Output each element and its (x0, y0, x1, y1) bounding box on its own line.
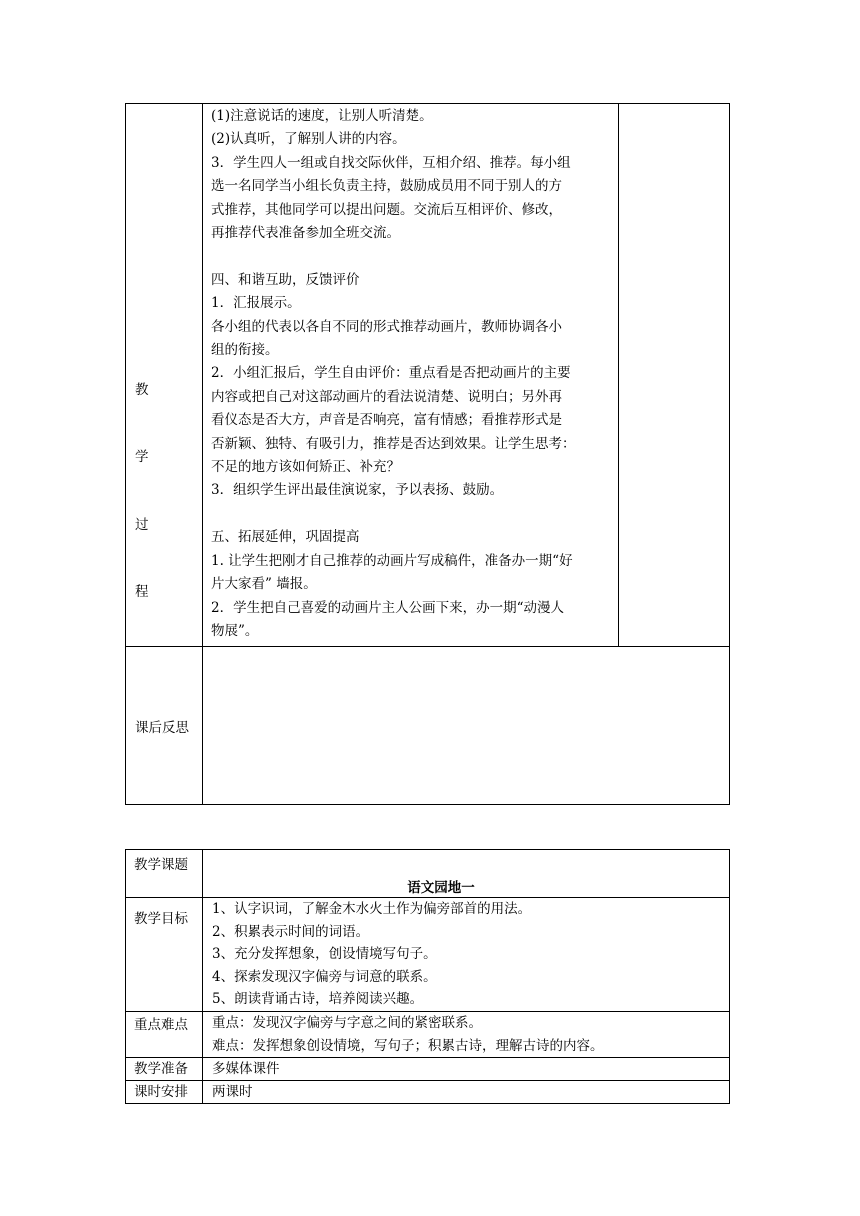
process-notes-cell (619, 104, 730, 647)
goals-cell (203, 898, 730, 1012)
goals-label: 教学目标 (126, 898, 203, 1012)
key-point-item: 重点：发现汉字偏旁与字意之间的紧密联系。 (212, 1014, 482, 1031)
process-line: 看仪态是否大方，声音是否响亮，富有情感；看推荐形式是 (211, 412, 562, 429)
process-label-char: 学 (135, 449, 149, 465)
process-line: 组的衔接。 (211, 342, 279, 359)
process-label-cell (126, 104, 203, 647)
key-point-item: 难点：发挥想象创设情境，写句子；积累古诗，理解古诗的内容。 (212, 1037, 604, 1054)
prep-label: 教学准备 (126, 1058, 203, 1081)
schedule-label: 课时安排 (126, 1081, 203, 1104)
goal-item: 3、充分发挥想象，创设情境写句子。 (212, 946, 437, 963)
lesson-process-table (125, 103, 730, 805)
goal-item: 1、认字识词，了解金木水火土作为偏旁部首的用法。 (212, 901, 532, 917)
process-label-char: 过 (135, 517, 149, 533)
topic-label: 教学课题 (126, 850, 203, 898)
reflection-row (126, 647, 730, 805)
prep-value: 多媒体课件 (203, 1058, 730, 1081)
process-line: 片大家看” 墙报。 (211, 576, 317, 593)
process-line: 式推荐，其他同学可以提出问题。交流后互相评价、修改， (211, 201, 562, 218)
process-row (126, 104, 730, 647)
process-line: (1)注意说话的速度，让别人听清楚。 (211, 108, 433, 124)
reflection-content-cell (203, 647, 730, 805)
section-heading: 四、和谐互助，反馈评价 (211, 271, 360, 288)
process-line: 再推荐代表准备参加全班交流。 (211, 225, 400, 242)
process-line: 内容或把自己对这部动画片的看法说清楚、说明白；另外再 (211, 388, 562, 405)
goal-item: 2、积累表示时间的词语。 (212, 923, 370, 940)
process-line: 1. 让学生把刚才自己推荐的动画片写成稿件，准备办一期“好 (211, 552, 573, 569)
process-label-char: 教 (135, 382, 149, 398)
goal-item: 4、探索发现汉字偏旁与词意的联系。 (212, 968, 437, 985)
reflection-label: 课后反思 (126, 647, 203, 805)
process-content-cell (203, 104, 619, 647)
schedule-row (126, 1081, 730, 1104)
process-line: 1．汇报展示。 (211, 295, 301, 312)
key-points-row (126, 1011, 730, 1057)
prep-row (126, 1058, 730, 1081)
key-points-label: 重点难点 (126, 1011, 203, 1057)
process-line-blank (211, 245, 618, 268)
process-line: 否新颖、独特、有吸引力，推荐是否达到效果。让学生思考： (211, 435, 576, 452)
key-points-cell (203, 1011, 730, 1057)
process-line: (2)认真听，了解别人讲的内容。 (211, 131, 406, 148)
schedule-value: 两课时 (203, 1081, 730, 1104)
process-line: 3．组织学生评出最佳演说家，予以表扬、鼓励。 (211, 482, 504, 499)
process-label-char: 程 (135, 584, 149, 600)
topic-row (126, 850, 730, 898)
process-line: 不足的地方该如何矫正、补充？ (211, 459, 400, 476)
goal-item: 5、朗读背诵古诗，培养阅读兴趣。 (212, 991, 424, 1008)
process-line: 物展”。 (211, 622, 259, 639)
goals-row (126, 898, 730, 1012)
section-heading: 五、拓展延伸，巩固提高 (211, 529, 360, 546)
lesson-overview-table (125, 849, 730, 1104)
process-line: 各小组的代表以各自不同的形式推荐动画片，教师协调各小 (211, 318, 562, 335)
topic-value: 语文园地一 (203, 850, 730, 898)
process-line: 3．学生四人一组或自找交际伙伴，互相介绍、推荐。每小组 (211, 154, 571, 171)
process-line: 选一名同学当小组长负责主持，鼓励成员用不同于别人的方 (211, 178, 562, 195)
process-line: 2．学生把自己喜爱的动画片主人公画下来，办一期“动漫人 (211, 599, 564, 616)
process-line: 2．小组汇报后，学生自由评价：重点看是否把动画片的主要 (211, 365, 571, 382)
process-line-blank (211, 503, 618, 526)
